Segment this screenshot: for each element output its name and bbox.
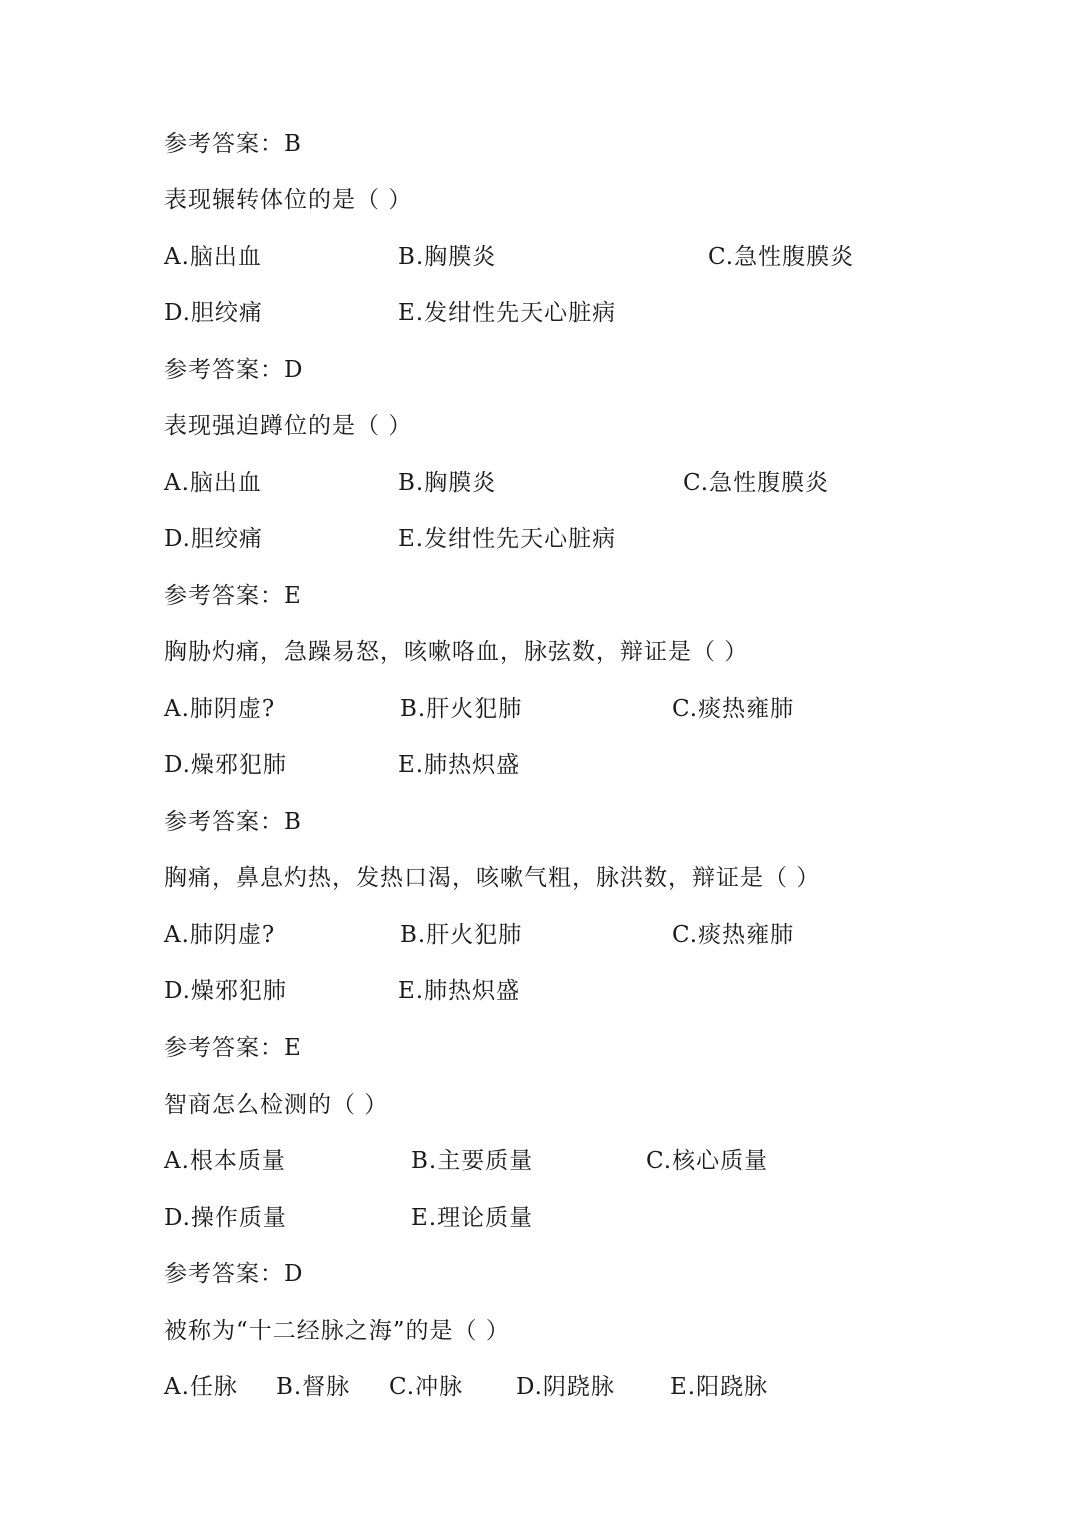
option-b: B.肝火犯肺 bbox=[400, 922, 523, 948]
question-text: 智商怎么检测的（ ） bbox=[164, 1092, 389, 1118]
option-e: E.肺热炽盛 bbox=[398, 752, 521, 778]
option-a: A.任脉 bbox=[164, 1374, 238, 1400]
option-a: A.脑出血 bbox=[164, 244, 262, 270]
option-b: B.胸膜炎 bbox=[398, 470, 497, 496]
answer-line: 参考答案：E bbox=[164, 583, 302, 609]
option-c: C.急性腹膜炎 bbox=[683, 470, 830, 496]
question-text: 表现辗转体位的是（ ） bbox=[164, 187, 413, 213]
question-text: 胸痛，鼻息灼热，发热口渴，咳嗽气粗，脉洪数，辩证是（ ） bbox=[164, 865, 821, 891]
option-a: A.肺阴虚? bbox=[164, 696, 276, 722]
answer-line: 参考答案：E bbox=[164, 1035, 302, 1061]
option-d: D.胆绞痛 bbox=[164, 526, 263, 552]
option-e: E.发绀性先天心脏病 bbox=[398, 526, 617, 552]
option-d: D.操作质量 bbox=[164, 1205, 287, 1231]
option-c: C.核心质量 bbox=[646, 1148, 769, 1174]
answer-line: 参考答案：D bbox=[164, 357, 304, 383]
question-text: 胸胁灼痛，急躁易怒，咳嗽咯血，脉弦数，辩证是（ ） bbox=[164, 639, 749, 665]
option-a: A.肺阴虚? bbox=[164, 922, 276, 948]
option-a: A.脑出血 bbox=[164, 470, 262, 496]
option-c: C.痰热雍肺 bbox=[672, 922, 795, 948]
question-text: 被称为“十二经脉之海”的是（ ） bbox=[164, 1318, 510, 1344]
option-d: D.燥邪犯肺 bbox=[164, 978, 287, 1004]
option-c: C.冲脉 bbox=[389, 1374, 464, 1400]
option-e: E.肺热炽盛 bbox=[398, 978, 521, 1004]
option-b: B.胸膜炎 bbox=[398, 244, 497, 270]
option-d: D.燥邪犯肺 bbox=[164, 752, 287, 778]
answer-line: 参考答案：B bbox=[164, 809, 302, 835]
option-c: C.急性腹膜炎 bbox=[708, 244, 855, 270]
option-b: B.主要质量 bbox=[411, 1148, 534, 1174]
option-e: E.阳跷脉 bbox=[670, 1374, 769, 1400]
option-a: A.根本质量 bbox=[164, 1148, 286, 1174]
option-d: D.胆绞痛 bbox=[164, 300, 263, 326]
answer-line: 参考答案：B bbox=[164, 131, 302, 157]
option-d: D.阴跷脉 bbox=[516, 1374, 615, 1400]
option-e: E.发绀性先天心脏病 bbox=[398, 300, 617, 326]
answer-line: 参考答案：D bbox=[164, 1261, 304, 1287]
option-e: E.理论质量 bbox=[411, 1205, 534, 1231]
option-b: B.肝火犯肺 bbox=[400, 696, 523, 722]
option-c: C.痰热雍肺 bbox=[672, 696, 795, 722]
option-b: B.督脉 bbox=[276, 1374, 351, 1400]
question-text: 表现强迫蹲位的是（ ） bbox=[164, 413, 413, 439]
